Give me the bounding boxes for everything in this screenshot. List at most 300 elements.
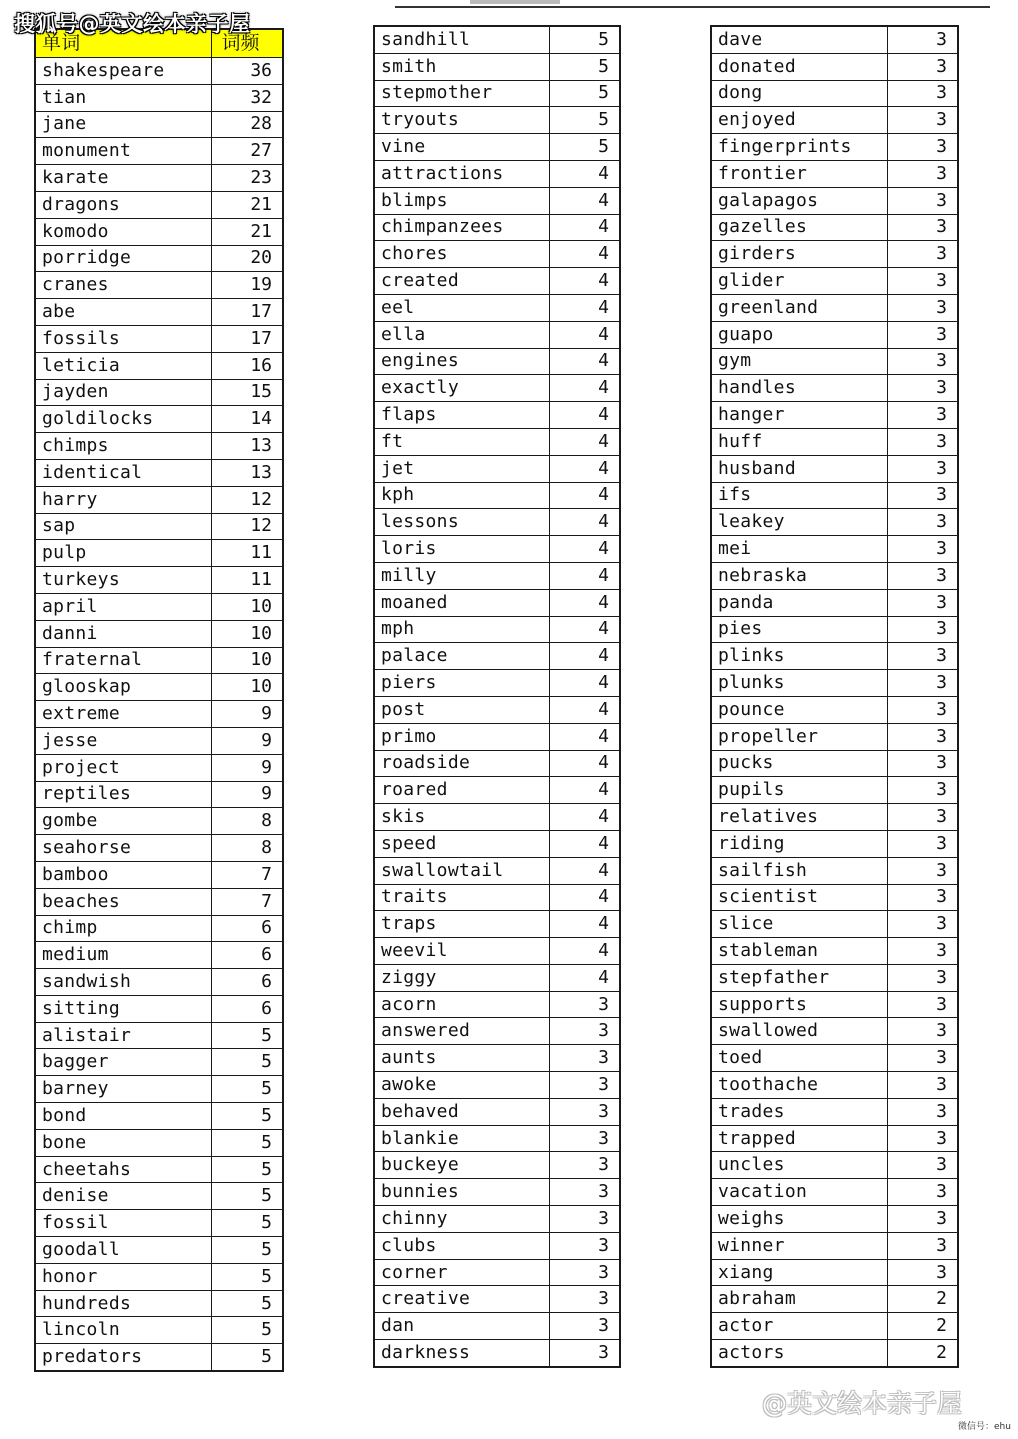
word-cell: riding [711, 830, 887, 857]
table-row [35, 701, 283, 728]
table-row [711, 107, 958, 134]
frequency-cell: 3 [887, 1206, 958, 1233]
frequency-cell: 11 [211, 567, 283, 594]
header-word: 单词 [35, 29, 211, 58]
table-row [374, 777, 620, 804]
frequency-cell: 9 [211, 727, 283, 754]
frequency-cell: 3 [549, 1098, 620, 1125]
table-row [711, 857, 958, 884]
frequency-cell: 8 [211, 835, 283, 862]
table-row [374, 1125, 620, 1152]
frequency-cell: 3 [887, 26, 958, 53]
word-cell: girders [711, 241, 887, 268]
table-row [374, 53, 620, 80]
table-row [35, 995, 283, 1022]
frequency-cell: 3 [887, 134, 958, 161]
frequency-cell: 3 [887, 107, 958, 134]
word-cell: engines [374, 348, 549, 375]
word-cell: pounce [711, 696, 887, 723]
frequency-cell: 13 [211, 459, 283, 486]
word-cell: awoke [374, 1072, 549, 1099]
word-cell: toothache [711, 1072, 887, 1099]
frequency-cell: 3 [887, 402, 958, 429]
word-cell: guapo [711, 321, 887, 348]
frequency-cell: 4 [549, 857, 620, 884]
frequency-cell: 5 [211, 1237, 283, 1264]
frequency-cell: 3 [887, 777, 958, 804]
word-cell: ifs [711, 482, 887, 509]
frequency-cell: 3 [887, 884, 958, 911]
frequency-cell: 4 [549, 455, 620, 482]
table-row [711, 1286, 958, 1313]
frequency-cell: 3 [887, 53, 958, 80]
word-cell: danni [35, 620, 211, 647]
frequency-cell: 4 [549, 268, 620, 295]
word-cell: blankie [374, 1125, 549, 1152]
frequency-cell: 36 [211, 58, 283, 85]
table-row [374, 1018, 620, 1045]
word-cell: winner [711, 1232, 887, 1259]
frequency-cell: 3 [887, 1072, 958, 1099]
table-row [374, 1206, 620, 1233]
table-row [374, 321, 620, 348]
table-row [374, 107, 620, 134]
word-cell: tian [35, 84, 211, 111]
frequency-cell: 14 [211, 406, 283, 433]
word-cell: propeller [711, 723, 887, 750]
table-row [35, 165, 283, 192]
table-row [711, 455, 958, 482]
word-cell: lincoln [35, 1317, 211, 1344]
table-row [374, 268, 620, 295]
frequency-cell: 3 [887, 562, 958, 589]
table-row [35, 1210, 283, 1237]
word-cell: pucks [711, 750, 887, 777]
word-cell: abe [35, 299, 211, 326]
word-cell: bone [35, 1129, 211, 1156]
word-cell: panda [711, 589, 887, 616]
frequency-cell: 3 [887, 160, 958, 187]
word-cell: plinks [711, 643, 887, 670]
frequency-cell: 3 [887, 938, 958, 965]
table-row [711, 1018, 958, 1045]
frequency-cell: 3 [887, 616, 958, 643]
table-row [35, 1022, 283, 1049]
frequency-cell: 3 [887, 1098, 958, 1125]
frequency-cell: 3 [887, 857, 958, 884]
word-cell: exactly [374, 375, 549, 402]
word-cell: medium [35, 942, 211, 969]
frequency-cell: 5 [549, 134, 620, 161]
word-cell: traps [374, 911, 549, 938]
table-row [711, 375, 958, 402]
word-cell: ella [374, 321, 549, 348]
word-cell: pies [711, 616, 887, 643]
frequency-cell: 3 [549, 991, 620, 1018]
word-cell: project [35, 754, 211, 781]
word-cell: jet [374, 455, 549, 482]
word-cell: leakey [711, 509, 887, 536]
word-cell: slice [711, 911, 887, 938]
word-cell: handles [711, 375, 887, 402]
word-cell: plunks [711, 670, 887, 697]
word-cell: sailfish [711, 857, 887, 884]
frequency-cell: 3 [549, 1072, 620, 1099]
word-cell: barney [35, 1076, 211, 1103]
frequency-cell: 4 [549, 294, 620, 321]
table-row [374, 134, 620, 161]
table-row [374, 375, 620, 402]
table-row [711, 1340, 958, 1367]
table-row [374, 991, 620, 1018]
frequency-cell: 3 [549, 1313, 620, 1340]
frequency-cell: 3 [887, 964, 958, 991]
word-cell: ziggy [374, 964, 549, 991]
table-row [374, 589, 620, 616]
word-cell: behaved [374, 1098, 549, 1125]
table-row [711, 160, 958, 187]
frequency-cell: 5 [211, 1317, 283, 1344]
frequency-cell: 10 [211, 674, 283, 701]
word-cell: swallowed [711, 1018, 887, 1045]
table-row [711, 911, 958, 938]
frequency-cell: 4 [549, 964, 620, 991]
table-row [711, 1045, 958, 1072]
frequency-cell: 3 [887, 482, 958, 509]
table-row [35, 567, 283, 594]
table-row [374, 562, 620, 589]
table-row [35, 459, 283, 486]
word-cell: shakespeare [35, 58, 211, 85]
word-cell: palace [374, 643, 549, 670]
table-row [374, 1232, 620, 1259]
table-row [35, 1344, 283, 1371]
word-cell: traits [374, 884, 549, 911]
frequency-cell: 9 [211, 754, 283, 781]
table-row [374, 80, 620, 107]
word-cell: speed [374, 830, 549, 857]
frequency-cell: 4 [549, 911, 620, 938]
table-row [374, 455, 620, 482]
table-row [35, 325, 283, 352]
word-cell: denise [35, 1183, 211, 1210]
word-cell: gazelles [711, 214, 887, 241]
table-row [711, 482, 958, 509]
word-cell: blimps [374, 187, 549, 214]
frequency-cell: 4 [549, 750, 620, 777]
frequency-cell: 3 [887, 187, 958, 214]
table-row [374, 1286, 620, 1313]
frequency-cell: 5 [549, 80, 620, 107]
frequency-cell: 4 [549, 160, 620, 187]
table-row [711, 643, 958, 670]
frequency-cell: 3 [549, 1232, 620, 1259]
word-cell: sandwish [35, 969, 211, 996]
word-cell: jayden [35, 379, 211, 406]
word-cell: acorn [374, 991, 549, 1018]
table-row [35, 1290, 283, 1317]
table-row [711, 1098, 958, 1125]
table-row [35, 1263, 283, 1290]
table-row [374, 670, 620, 697]
table-row [711, 723, 958, 750]
word-cell: vine [374, 134, 549, 161]
word-cell: jane [35, 111, 211, 138]
frequency-cell: 3 [887, 804, 958, 831]
table-row [711, 1179, 958, 1206]
table-row [35, 727, 283, 754]
table-row [711, 884, 958, 911]
word-cell: roadside [374, 750, 549, 777]
frequency-cell: 4 [549, 643, 620, 670]
table-row [374, 857, 620, 884]
word-cell: harry [35, 486, 211, 513]
word-cell: actor [711, 1313, 887, 1340]
table-row [35, 942, 283, 969]
table-row [374, 1152, 620, 1179]
frequency-cell: 21 [211, 191, 283, 218]
table-row [711, 1206, 958, 1233]
word-cell: porridge [35, 245, 211, 272]
table-row [711, 616, 958, 643]
word-cell: fossils [35, 325, 211, 352]
word-cell: eel [374, 294, 549, 321]
table-row [711, 214, 958, 241]
top-cropped-heading [470, 0, 560, 4]
word-cell: bunnies [374, 1179, 549, 1206]
watermark-wechat: 微信号：ehu [958, 1422, 1011, 1432]
frequency-cell: 21 [211, 218, 283, 245]
frequency-cell: 3 [887, 1152, 958, 1179]
word-cell: frontier [711, 160, 887, 187]
frequency-cell: 4 [549, 428, 620, 455]
table-row [35, 272, 283, 299]
table-row [374, 26, 620, 53]
word-cell: cheetahs [35, 1156, 211, 1183]
frequency-cell: 3 [549, 1018, 620, 1045]
frequency-cell: 12 [211, 486, 283, 513]
word-cell: enjoyed [711, 107, 887, 134]
frequency-cell: 3 [887, 348, 958, 375]
frequency-cell: 4 [549, 375, 620, 402]
table-row [711, 187, 958, 214]
table-row [374, 187, 620, 214]
frequency-cell: 5 [211, 1129, 283, 1156]
word-cell: reptiles [35, 781, 211, 808]
frequency-cell: 3 [549, 1206, 620, 1233]
table-row [374, 1340, 620, 1367]
table-row [35, 486, 283, 513]
table-row [374, 804, 620, 831]
watermark-bottom: @英文绘本亲子屋 [762, 1389, 963, 1418]
frequency-cell: 17 [211, 299, 283, 326]
table-row [35, 808, 283, 835]
word-cell: fossil [35, 1210, 211, 1237]
table-row [711, 536, 958, 563]
word-cell: skis [374, 804, 549, 831]
word-frequency-table-2 [373, 25, 621, 1368]
frequency-cell: 6 [211, 969, 283, 996]
word-cell: predators [35, 1344, 211, 1371]
table-row [35, 111, 283, 138]
table-row [374, 1313, 620, 1340]
table-row [374, 911, 620, 938]
frequency-cell: 10 [211, 647, 283, 674]
word-cell: april [35, 593, 211, 620]
word-cell: leticia [35, 352, 211, 379]
frequency-cell: 19 [211, 272, 283, 299]
frequency-cell: 5 [211, 1049, 283, 1076]
frequency-cell: 23 [211, 165, 283, 192]
word-cell: post [374, 696, 549, 723]
frequency-cell: 3 [887, 509, 958, 536]
frequency-cell: 3 [887, 750, 958, 777]
word-cell: gym [711, 348, 887, 375]
frequency-cell: 28 [211, 111, 283, 138]
word-cell: bamboo [35, 861, 211, 888]
word-cell: glider [711, 268, 887, 295]
table-row [711, 750, 958, 777]
frequency-cell: 3 [887, 1232, 958, 1259]
table-row [35, 84, 283, 111]
table-row [711, 294, 958, 321]
frequency-cell: 7 [211, 861, 283, 888]
word-cell: mph [374, 616, 549, 643]
frequency-cell: 4 [549, 804, 620, 831]
frequency-cell: 4 [549, 321, 620, 348]
word-cell: monument [35, 138, 211, 165]
word-cell: hundreds [35, 1290, 211, 1317]
word-cell: seahorse [35, 835, 211, 862]
table-row [374, 348, 620, 375]
word-cell: husband [711, 455, 887, 482]
frequency-cell: 4 [549, 696, 620, 723]
frequency-cell: 8 [211, 808, 283, 835]
frequency-cell: 4 [549, 187, 620, 214]
frequency-cell: 3 [887, 375, 958, 402]
word-cell: lessons [374, 509, 549, 536]
frequency-cell: 5 [211, 1156, 283, 1183]
frequency-cell: 3 [887, 455, 958, 482]
word-cell: glooskap [35, 674, 211, 701]
word-cell: honor [35, 1263, 211, 1290]
word-cell: identical [35, 459, 211, 486]
table-row [35, 433, 283, 460]
frequency-cell: 17 [211, 325, 283, 352]
frequency-cell: 27 [211, 138, 283, 165]
frequency-cell: 3 [887, 428, 958, 455]
watermark-top: 搜狐号@英文绘本亲子屋 [14, 12, 251, 36]
word-cell: cranes [35, 272, 211, 299]
frequency-cell: 3 [887, 294, 958, 321]
table-row [711, 830, 958, 857]
frequency-cell: 5 [211, 1263, 283, 1290]
frequency-cell: 4 [549, 670, 620, 697]
table-row [35, 915, 283, 942]
word-cell: abraham [711, 1286, 887, 1313]
table-row [35, 969, 283, 996]
word-cell: chimpanzees [374, 214, 549, 241]
frequency-cell: 3 [887, 241, 958, 268]
table-row [711, 562, 958, 589]
word-cell: weevil [374, 938, 549, 965]
word-cell: bond [35, 1103, 211, 1130]
word-cell: goodall [35, 1237, 211, 1264]
word-cell: chimps [35, 433, 211, 460]
frequency-cell: 4 [549, 589, 620, 616]
word-cell: uncles [711, 1152, 887, 1179]
word-cell: answered [374, 1018, 549, 1045]
word-cell: gombe [35, 808, 211, 835]
frequency-cell: 3 [887, 1179, 958, 1206]
table-row [35, 245, 283, 272]
frequency-cell: 2 [887, 1286, 958, 1313]
table-row [711, 509, 958, 536]
table-row [35, 1317, 283, 1344]
table-row [711, 80, 958, 107]
frequency-cell: 6 [211, 942, 283, 969]
table-row [711, 53, 958, 80]
word-cell: vacation [711, 1179, 887, 1206]
table-row [374, 643, 620, 670]
table-row [711, 1232, 958, 1259]
table-row [711, 964, 958, 991]
word-cell: created [374, 268, 549, 295]
table-row [35, 1076, 283, 1103]
frequency-cell: 3 [549, 1259, 620, 1286]
word-cell: sandhill [374, 26, 549, 53]
frequency-cell: 3 [549, 1045, 620, 1072]
word-cell: primo [374, 723, 549, 750]
word-cell: dong [711, 80, 887, 107]
frequency-cell: 5 [211, 1103, 283, 1130]
table-row [374, 1045, 620, 1072]
word-cell: tryouts [374, 107, 549, 134]
word-cell: swallowtail [374, 857, 549, 884]
table-row [374, 241, 620, 268]
frequency-cell: 10 [211, 620, 283, 647]
frequency-cell: 9 [211, 781, 283, 808]
word-cell: karate [35, 165, 211, 192]
frequency-cell: 5 [211, 1076, 283, 1103]
word-cell: stepmother [374, 80, 549, 107]
table-row [374, 964, 620, 991]
word-cell: piers [374, 670, 549, 697]
word-cell: toed [711, 1045, 887, 1072]
table-row [35, 218, 283, 245]
word-cell: dragons [35, 191, 211, 218]
word-cell: alistair [35, 1022, 211, 1049]
word-cell: chinny [374, 1206, 549, 1233]
frequency-cell: 2 [887, 1313, 958, 1340]
word-cell: flaps [374, 402, 549, 429]
frequency-cell: 5 [211, 1183, 283, 1210]
frequency-cell: 5 [549, 26, 620, 53]
header-count: 词频 [211, 29, 283, 58]
table-row [35, 352, 283, 379]
table-row [711, 589, 958, 616]
table-row [711, 670, 958, 697]
word-cell: chimp [35, 915, 211, 942]
table-row [35, 781, 283, 808]
frequency-cell: 3 [887, 643, 958, 670]
table-row [35, 540, 283, 567]
frequency-cell: 3 [887, 1125, 958, 1152]
word-cell: trapped [711, 1125, 887, 1152]
frequency-cell: 4 [549, 348, 620, 375]
table-row [35, 1129, 283, 1156]
word-cell: milly [374, 562, 549, 589]
